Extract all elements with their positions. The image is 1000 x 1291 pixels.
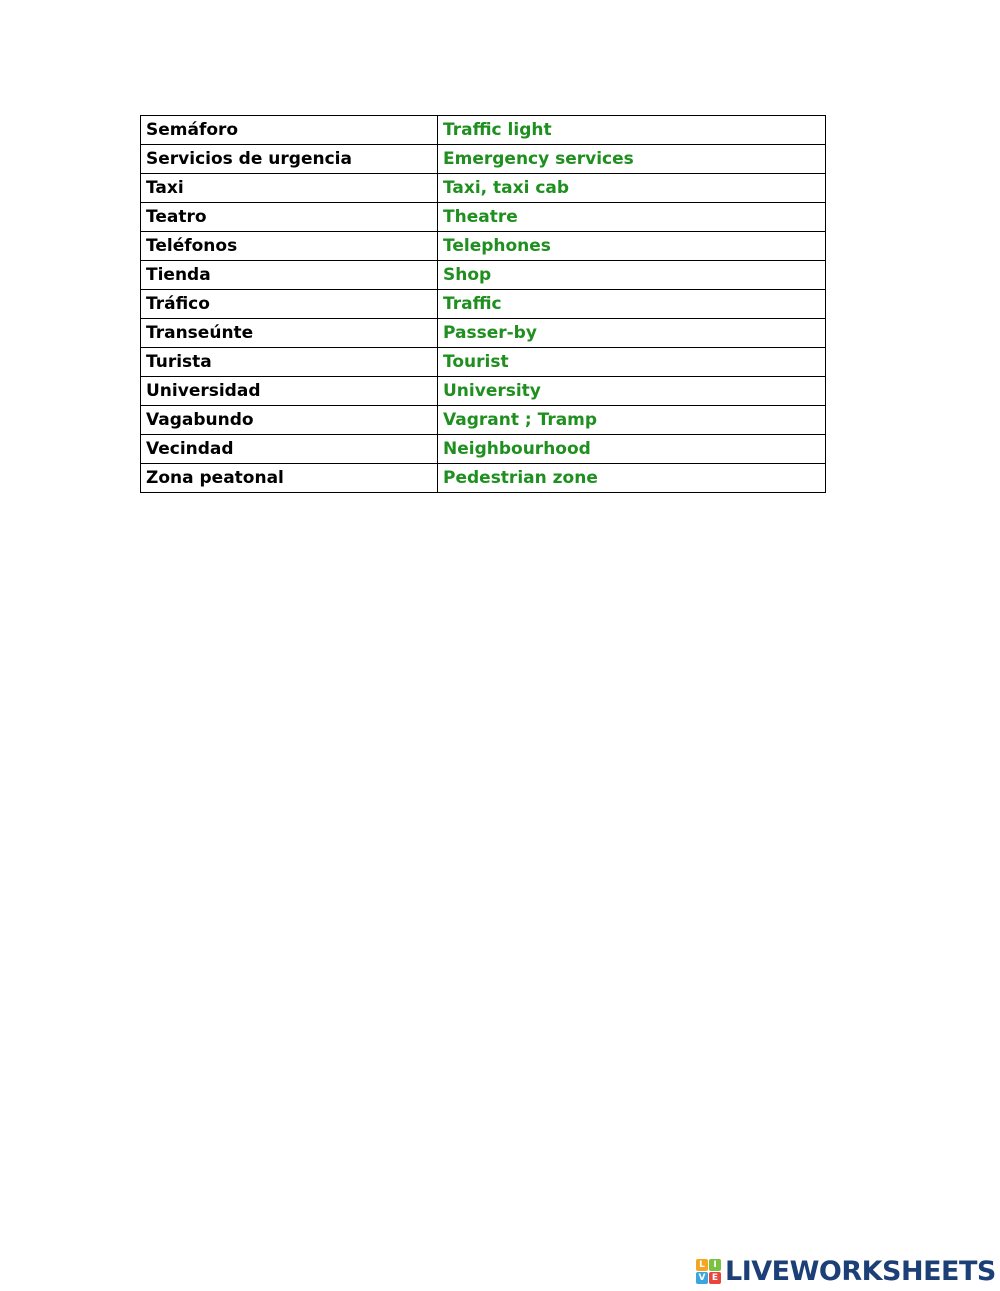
english-translation: Theatre [438,203,826,232]
spanish-term: Universidad [141,377,438,406]
english-translation: Tourist [438,348,826,377]
table-row [141,377,826,406]
spanish-term: Vagabundo [141,406,438,435]
table-row [141,174,826,203]
table-row [141,232,826,261]
english-translation: Shop [438,261,826,290]
english-translation: Vagrant ; Tramp [438,406,826,435]
table-row [141,464,826,493]
english-translation: Neighbourhood [438,435,826,464]
english-translation: Pedestrian zone [438,464,826,493]
logo-text: LIVEWORKSHEETS [725,1255,996,1287]
table-row [141,348,826,377]
english-translation: Emergency services [438,145,826,174]
table-row [141,145,826,174]
spanish-term: Zona peatonal [141,464,438,493]
table-row [141,319,826,348]
spanish-term: Transeúnte [141,319,438,348]
spanish-term: Semáforo [141,116,438,145]
english-translation: Passer-by [438,319,826,348]
liveworksheets-logo[interactable] [696,1255,996,1287]
english-translation: Telephones [438,232,826,261]
english-translation: Taxi, taxi cab [438,174,826,203]
english-translation: University [438,377,826,406]
table-row [141,435,826,464]
vocabulary-table [140,115,826,493]
spanish-term: Tráfico [141,290,438,319]
spanish-term: Teléfonos [141,232,438,261]
logo-mark-letter: L [696,1259,708,1271]
english-translation: Traffic light [438,116,826,145]
spanish-term: Taxi [141,174,438,203]
logo-mark-icon [696,1259,721,1284]
spanish-term: Teatro [141,203,438,232]
spanish-term: Servicios de urgencia [141,145,438,174]
logo-mark-letter: E [709,1272,721,1284]
table-row [141,116,826,145]
logo-mark-letter: I [709,1259,721,1271]
spanish-term: Vecindad [141,435,438,464]
logo-mark-letter: V [696,1272,708,1284]
table-row [141,261,826,290]
spanish-term: Tienda [141,261,438,290]
table-row [141,406,826,435]
table-row [141,290,826,319]
english-translation: Traffic [438,290,826,319]
table-row [141,203,826,232]
spanish-term: Turista [141,348,438,377]
